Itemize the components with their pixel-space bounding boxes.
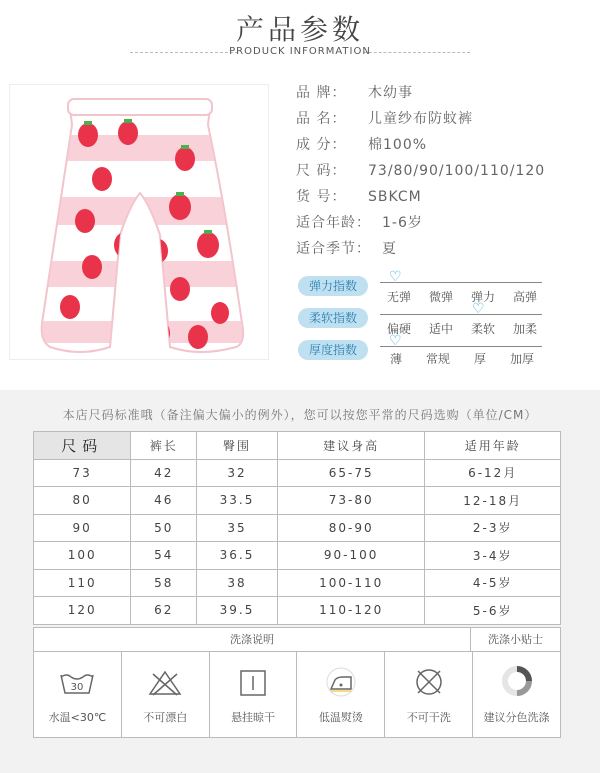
scale-option: 微弹	[428, 290, 453, 304]
column-header: 建议身高	[277, 432, 424, 460]
spec-value: 1-6岁	[382, 215, 423, 231]
care-tips-title: 洗涤小贴士	[470, 627, 561, 652]
table-cell: 33.5	[197, 487, 278, 515]
scale-option: 柔软	[470, 322, 495, 336]
column-header: 适用年龄	[425, 432, 561, 460]
scale-option: 常规	[425, 352, 450, 366]
separate-colors-icon	[501, 665, 533, 697]
softness-label: 柔软指数	[298, 308, 368, 328]
page-subtitle: PRODUCK INFORMATION	[229, 46, 371, 57]
care-item-separate-colors	[473, 652, 560, 737]
table-cell: 12-18月	[425, 487, 561, 515]
spec-material	[296, 134, 596, 154]
no-bleach-icon	[147, 669, 183, 697]
scale-option: 无弹	[386, 290, 411, 304]
table-cell: 73-80	[277, 487, 424, 515]
table-cell: 65-75	[277, 459, 424, 487]
softness-options	[378, 320, 546, 337]
elasticity-options	[378, 288, 546, 305]
care-label: 悬挂晾干	[231, 711, 276, 724]
spec-value: 夏	[382, 241, 397, 257]
table-cell: 73	[34, 459, 131, 487]
care-item-no-dry-clean	[385, 652, 473, 737]
table-cell: 42	[131, 459, 197, 487]
thickness-line	[380, 346, 542, 347]
spec-value: 棉100%	[368, 137, 428, 153]
table-cell: 46	[131, 487, 197, 515]
spec-sizes	[296, 160, 596, 180]
spec-season	[296, 238, 596, 258]
table-cell: 90	[34, 514, 131, 542]
hang-dry-icon	[238, 669, 268, 697]
care-label: 不可漂白	[143, 711, 188, 724]
table-row	[34, 542, 561, 570]
table-cell: 100-110	[277, 569, 424, 597]
scale-option: 厚	[473, 352, 486, 366]
spec-key: 货 号：	[296, 189, 347, 205]
table-cell: 54	[131, 542, 197, 570]
table-cell: 4-5岁	[425, 569, 561, 597]
care-item-no-bleach	[122, 652, 210, 737]
table-row	[34, 459, 561, 487]
table-cell: 5-6岁	[425, 597, 561, 625]
care-label: 建议分色洗涤	[483, 711, 550, 724]
column-header: 裤长	[131, 432, 197, 460]
wash-30-icon	[57, 669, 97, 697]
care-label: 不可干洗	[406, 711, 451, 724]
spec-key: 品 牌：	[296, 85, 347, 101]
table-row	[34, 597, 561, 625]
scale-option: 加厚	[509, 352, 534, 366]
table-cell: 2-3岁	[425, 514, 561, 542]
scale-option: 薄	[389, 352, 402, 366]
spec-value: SBKCM	[368, 189, 422, 205]
heart-icon: ♡	[472, 301, 485, 317]
spec-key: 成 分：	[296, 137, 347, 153]
table-cell: 90-100	[277, 542, 424, 570]
spec-value: 儿童纱布防蚊裤	[368, 111, 473, 127]
scale-option: 高弹	[512, 290, 537, 304]
care-label: 水温<30℃	[48, 711, 107, 724]
spec-key: 适合季节：	[296, 241, 371, 257]
table-cell: 110-120	[277, 597, 424, 625]
table-cell: 35	[197, 514, 278, 542]
table-cell: 80	[34, 487, 131, 515]
care-item-wash-temp	[34, 652, 122, 737]
heart-icon: ♡	[389, 269, 402, 285]
care-item-hang-dry	[210, 652, 298, 737]
scale-option: 适中	[428, 322, 453, 336]
table-cell: 80-90	[277, 514, 424, 542]
care-instructions-title: 洗涤说明	[33, 627, 471, 652]
table-cell: 100	[34, 542, 131, 570]
column-header: 尺码	[34, 432, 131, 460]
spec-key: 适合年龄：	[296, 215, 371, 231]
table-cell: 38	[197, 569, 278, 597]
table-cell: 32	[197, 459, 278, 487]
scale-option: 弹力	[470, 290, 495, 304]
table-cell: 39.5	[197, 597, 278, 625]
table-cell: 120	[34, 597, 131, 625]
care-item-low-iron	[297, 652, 385, 737]
table-cell: 6-12月	[425, 459, 561, 487]
care-label: 低温熨烫	[318, 711, 363, 724]
softness-line	[380, 314, 542, 315]
table-cell: 110	[34, 569, 131, 597]
scale-option: 偏硬	[386, 322, 411, 336]
spec-key: 品 名：	[296, 111, 347, 127]
table-header-row	[34, 432, 561, 460]
column-header: 臀围	[197, 432, 278, 460]
table-cell: 62	[131, 597, 197, 625]
heart-icon: ♡	[389, 333, 402, 349]
elasticity-label: 弹力指数	[298, 276, 368, 296]
page-title: 产品参数	[235, 13, 364, 46]
table-row	[34, 487, 561, 515]
table-cell: 36.5	[197, 542, 278, 570]
spec-value: 木幼事	[368, 85, 413, 101]
table-row	[34, 569, 561, 597]
spec-brand	[296, 82, 596, 102]
care-icons-row	[33, 652, 561, 738]
spec-item-number	[296, 186, 596, 206]
no-dry-clean-icon	[413, 667, 445, 697]
table-row	[34, 514, 561, 542]
wash-temp-text: 30	[71, 682, 84, 693]
size-note: 本店尺码标准哦（备注偏大偏小的例外），您可以按您平常的尺码选购（单位/CM）	[62, 408, 538, 422]
spec-product-name	[296, 108, 596, 128]
table-cell: 58	[131, 569, 197, 597]
scale-option: 加柔	[512, 322, 537, 336]
table-cell: 50	[131, 514, 197, 542]
thickness-label: 厚度指数	[298, 340, 368, 360]
spec-age	[296, 212, 596, 232]
thickness-options	[378, 350, 546, 367]
elasticity-line	[380, 282, 542, 283]
size-table	[33, 431, 561, 625]
product-photo	[9, 84, 269, 360]
spec-value: 73/80/90/100/110/120	[368, 163, 546, 179]
spec-key: 尺 码：	[296, 163, 347, 179]
table-cell: 3-4岁	[425, 542, 561, 570]
low-iron-icon	[325, 667, 357, 697]
